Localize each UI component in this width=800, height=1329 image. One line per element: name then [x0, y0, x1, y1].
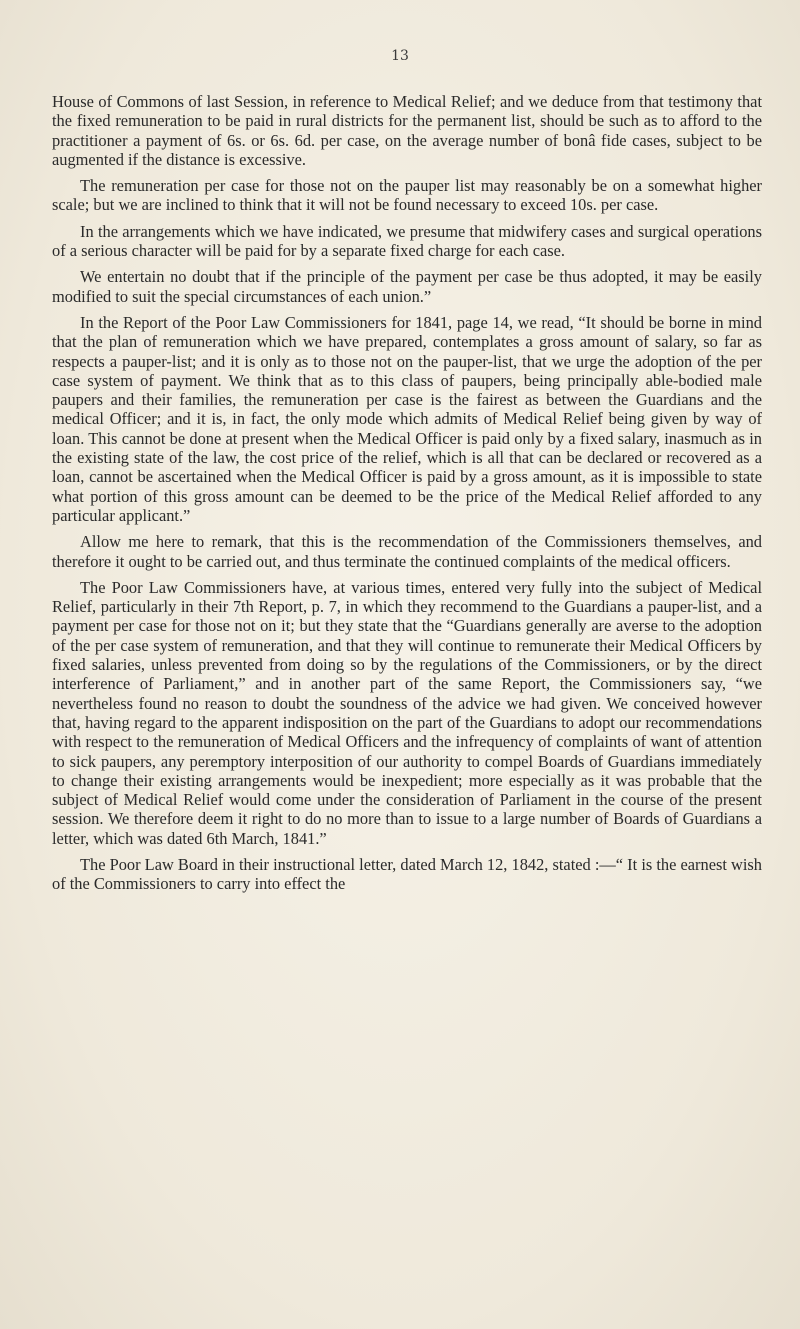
paragraph-4: We entertain no doubt that if the principle of the payment per case be thus adopted, it may be easily modified to suit the special circumstances of each union.”: [52, 267, 762, 306]
page-number: 13: [391, 48, 409, 64]
paragraph-1: House of Commons of last Session, in reference to Medical Relief; and we deduce from that testimony that the fixed remuneration to be paid in rural districts for the permanent list, should be such as to afford to the practitioner a payment of 6s. or 6s. 6d. per case, on the average number of bonâ fide cases, subject to be augmented if the distance is excessive.: [52, 92, 762, 169]
paragraph-6: Allow me here to remark, that this is the recommendation of the Commissioners themselves, and therefore it ought to be carried out, and thus terminate the continued complaints of the medical officers.: [52, 532, 762, 571]
paragraph-8: The Poor Law Board in their instructional letter, dated March 12, 1842, stated :—“ It is the earnest wish of the Commissioners to carry into effect the: [52, 854, 762, 894]
paragraph-5: In the Report of the Poor Law Commissioners for 1841, page 14, we read, “It should be borne in mind that the plan of remuneration which we have prepared, contemplates a gross amount of salary, so far as respects a pauper-list; and it is only as to those not on the pauper-list, that we urge the adoption of the per case system of payment. We think that as to this class of paupers, being principally able-bodied male paupers and their families, the remuneration per case is the fairest as between the Guardians and the medical Officer; and it is, in fact, the only mode which admits of Medical Relief being given by way of loan. This cannot be done at present when the Medical Officer is paid only by a fixed salary, inasmuch as in the existing state of the law, the cost price of the relief, which is all that can be declared or recovered as a loan, cannot be ascertained when the Medical Officer is paid by a gross amount, as it is impossible to state what portion of this gross amount can be deemed to be the price of the Medical Relief afforded to any particular applicant.”: [52, 312, 762, 525]
paragraph-2: The remuneration per case for those not on the pauper list may reasonably be on a somewhat higher scale; but we are inclined to think that it will not be found necessary to exceed 10s. per case.: [52, 176, 762, 215]
paragraph-3: In the arrangements which we have indicated, we presume that midwifery cases and surgical operations of a serious character will be paid for by a separate fixed charge for each case.: [52, 221, 762, 261]
body-text: [52, 92, 762, 901]
paragraph-7: The Poor Law Commissioners have, at various times, entered very fully into the subject of Medical Relief, particularly in their 7th Report, p. 7, in which they recommend to the Guardians a pauper-list, and a payment per case for those not on it; but they state that the “Guardians generally are averse to the adoption of the per case system of remuneration, and that they will continue to remunerate their Medical Officers by fixed salaries, unless prevented from doing so by the regulations of the Commissioners, or by the direct interference of Parliament,” and in another part of the same Report, the Commissioners say, “we nevertheless found no reason to doubt the soundness of the advice we had given. We conceived however that, having regard to the apparent indisposition on the part of the Guardians to adopt our recommendations with respect to the remuneration of Medical Officers and the infrequency of complaints of want of attention to sick paupers, any peremptory interposition of our authority to compel Boards of Guardians immediately to change their existing arrangements would be inexpedient; more especially as it was probable that the subject of Medical Relief would come under the consideration of Parliament in the course of the present session. We therefore deem it right to do no more than to issue to a large number of Boards of Guardians a letter, which was dated 6th March, 1841.”: [52, 577, 762, 848]
